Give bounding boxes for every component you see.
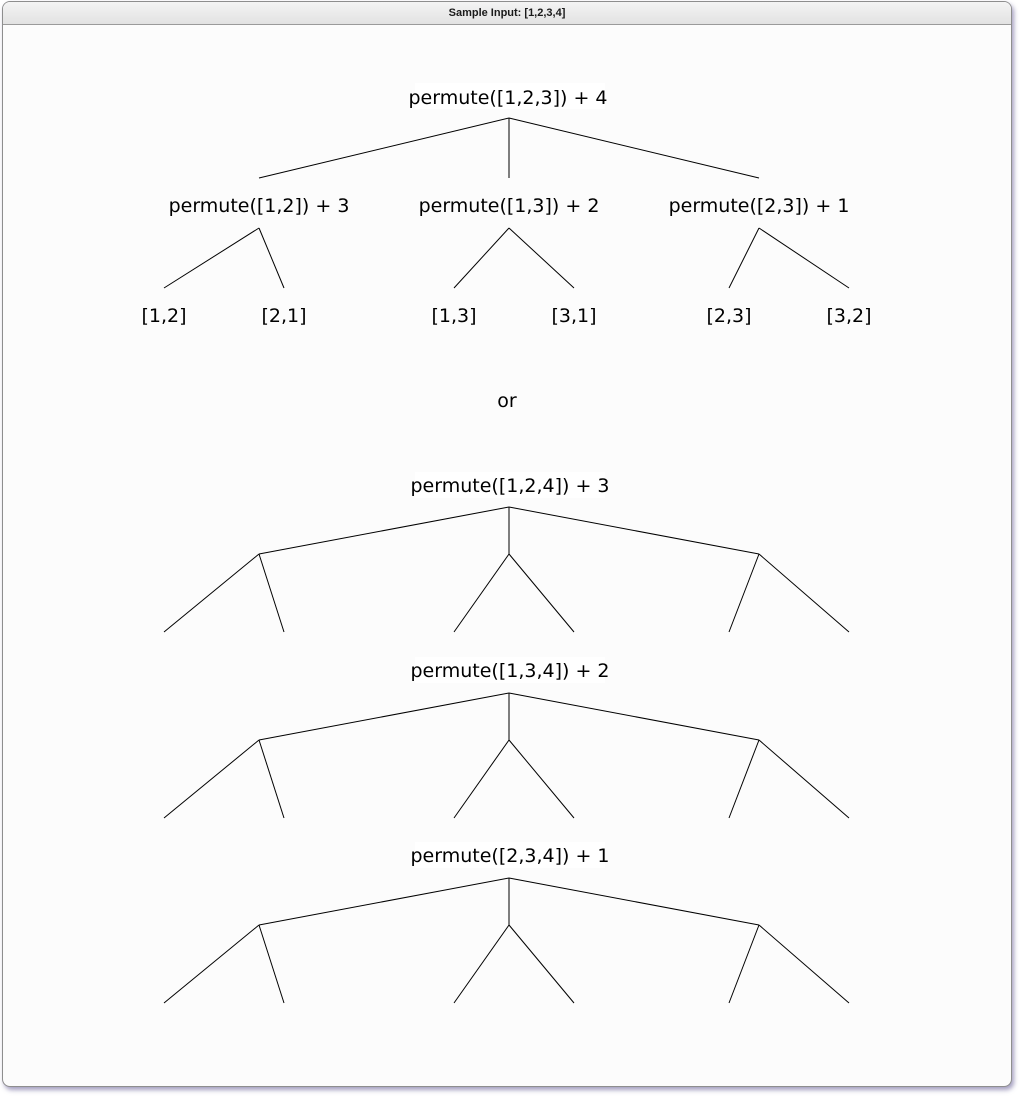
edge-child1-leaf2: [259, 228, 284, 288]
alt-edge: [729, 740, 759, 818]
main-tree: [141, 83, 871, 327]
diagram-canvas: [3, 25, 1011, 1086]
child-node-2: permute([1,3]) + 2: [418, 195, 600, 217]
edge-child3-leaf2: [759, 228, 849, 288]
root-node: permute([1,2,3]) + 4: [408, 87, 608, 109]
leaf-node: [1,3]: [431, 305, 477, 327]
alt-edge: [259, 740, 284, 818]
leaf-node: [3,2]: [826, 305, 872, 327]
leaf-node: [2,3]: [706, 305, 752, 327]
alt-tree-1: [164, 472, 849, 632]
edge-child2-leaf1: [454, 228, 509, 288]
edge-child3-leaf1: [729, 228, 759, 288]
alt-edge: [454, 554, 509, 632]
alt-edge: [259, 507, 509, 554]
alt-edge: [454, 740, 509, 818]
alt-edge: [509, 925, 574, 1003]
alt-edge: [509, 693, 759, 740]
diagram-window: [2, 1, 1012, 1087]
alt-root-node: permute([1,2,4]) + 3: [410, 475, 610, 497]
alt-edge: [164, 925, 259, 1003]
child-node-1: permute([1,2]) + 3: [168, 195, 350, 217]
alt-root-node: permute([1,3,4]) + 2: [410, 660, 610, 682]
leaf-node: [3,1]: [551, 305, 597, 327]
alt-edge: [259, 878, 509, 925]
leaf-node: [2,1]: [261, 305, 307, 327]
edge-root-child1: [259, 118, 509, 178]
window-title: Sample Input: [1,2,3,4]: [3, 2, 1011, 25]
alt-branches: [164, 878, 849, 1003]
alt-edge: [259, 554, 284, 632]
alt-edge: [729, 554, 759, 632]
alt-edge: [454, 925, 509, 1003]
alt-branches: [164, 693, 849, 818]
alt-edge: [759, 925, 849, 1003]
alt-edge: [164, 554, 259, 632]
edge-root-child3: [509, 118, 759, 178]
alt-edge: [259, 693, 509, 740]
child-node-3: permute([2,3]) + 1: [668, 195, 850, 217]
alt-edge: [729, 925, 759, 1003]
or-separator: or: [497, 390, 517, 412]
alt-edge: [164, 740, 259, 818]
alt-edge: [759, 740, 849, 818]
alt-root-node: permute([2,3,4]) + 1: [410, 845, 610, 867]
alt-tree-3: [164, 842, 849, 1003]
alt-edge: [759, 554, 849, 632]
alt-edge: [509, 740, 574, 818]
alt-edge: [509, 878, 759, 925]
alt-edge: [509, 507, 759, 554]
leaf-node: [1,2]: [141, 305, 187, 327]
alt-tree-2: [164, 657, 849, 818]
alt-edge: [259, 925, 284, 1003]
edge-child2-leaf2: [509, 228, 574, 288]
alt-edge: [509, 554, 574, 632]
alt-branches: [164, 507, 849, 632]
edge-child1-leaf1: [164, 228, 259, 288]
